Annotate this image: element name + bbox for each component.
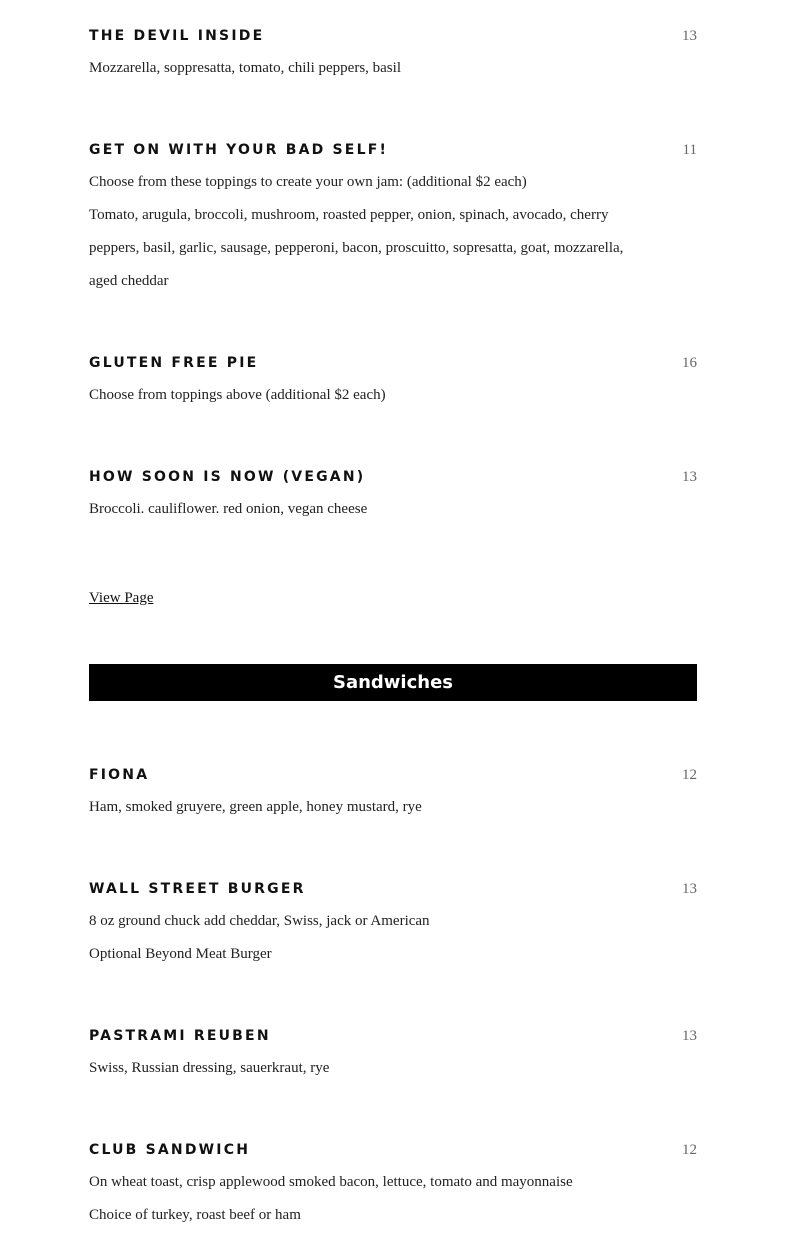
item-name: HOW SOON IS NOW (VEGAN) <box>89 469 366 485</box>
item-name: FIONA <box>89 767 150 783</box>
item-header <box>89 139 697 161</box>
item-price: 13 <box>682 1028 697 1044</box>
item-name: GET ON WITH YOUR BAD SELF! <box>89 142 389 158</box>
item-price: 13 <box>682 881 697 897</box>
item-header <box>89 352 697 374</box>
menu-item <box>89 1139 697 1232</box>
description-line: 8 oz ground chuck add cheddar, Swiss, jack or American <box>89 913 430 929</box>
description-line: Choose from these toppings to create your own jam: (additional $2 each) <box>89 174 527 190</box>
item-description <box>89 166 697 298</box>
item-name: WALL STREET BURGER <box>89 881 306 897</box>
item-header <box>89 764 697 786</box>
description-line: Choose from toppings above (additional $2 each) <box>89 387 386 403</box>
item-name: THE DEVIL INSIDE <box>89 28 265 44</box>
item-price: 12 <box>682 1142 697 1158</box>
menu-item <box>89 764 697 824</box>
item-price: 16 <box>682 355 697 371</box>
description-line: Broccoli. cauliflower. red onion, vegan cheese <box>89 501 368 517</box>
description-line: Tomato, arugula, broccoli, mushroom, roasted pepper, onion, spinach, avocado, cherry <box>89 207 609 223</box>
item-description <box>89 493 697 526</box>
menu-item <box>89 878 697 971</box>
item-price: 12 <box>682 767 697 783</box>
menu-item <box>89 1025 697 1085</box>
item-header <box>89 1139 697 1161</box>
menu-item <box>89 466 697 526</box>
description-line: aged cheddar <box>89 273 169 289</box>
item-name: GLUTEN FREE PIE <box>89 355 259 371</box>
section-title: Sandwiches <box>332 672 453 693</box>
item-description <box>89 379 697 412</box>
item-description <box>89 1052 697 1085</box>
description-line: Choice of turkey, roast beef or ham <box>89 1207 301 1223</box>
menu-item <box>89 25 697 85</box>
item-description <box>89 52 697 85</box>
view-page-link[interactable]: View Page <box>89 590 154 606</box>
item-price: 13 <box>682 28 697 44</box>
item-name: PASTRAMI REUBEN <box>89 1028 271 1044</box>
item-header <box>89 1025 697 1047</box>
item-description <box>89 905 697 971</box>
description-line: Ham, smoked gruyere, green apple, honey mustard, rye <box>89 799 422 815</box>
item-header <box>89 466 697 488</box>
description-line: On wheat toast, crisp applewood smoked bacon, lettuce, tomato and mayonnaise <box>89 1174 573 1190</box>
description-line: Swiss, Russian dressing, sauerkraut, rye <box>89 1060 330 1076</box>
item-price: 13 <box>682 469 697 485</box>
item-description <box>89 791 697 824</box>
item-price: 11 <box>682 142 697 158</box>
section-header-sandwiches <box>89 664 697 701</box>
item-description <box>89 1166 697 1232</box>
description-line: Mozzarella, soppresatta, tomato, chili peppers, basil <box>89 60 401 76</box>
item-header <box>89 878 697 900</box>
item-header <box>89 25 697 47</box>
description-line: peppers, basil, garlic, sausage, pepperoni, bacon, proscuitto, sopresatta, goat, mozzarella, <box>89 240 624 256</box>
item-name: CLUB SANDWICH <box>89 1142 251 1158</box>
menu-item <box>89 352 697 412</box>
menu-item <box>89 139 697 298</box>
description-line: Optional Beyond Meat Burger <box>89 946 272 962</box>
